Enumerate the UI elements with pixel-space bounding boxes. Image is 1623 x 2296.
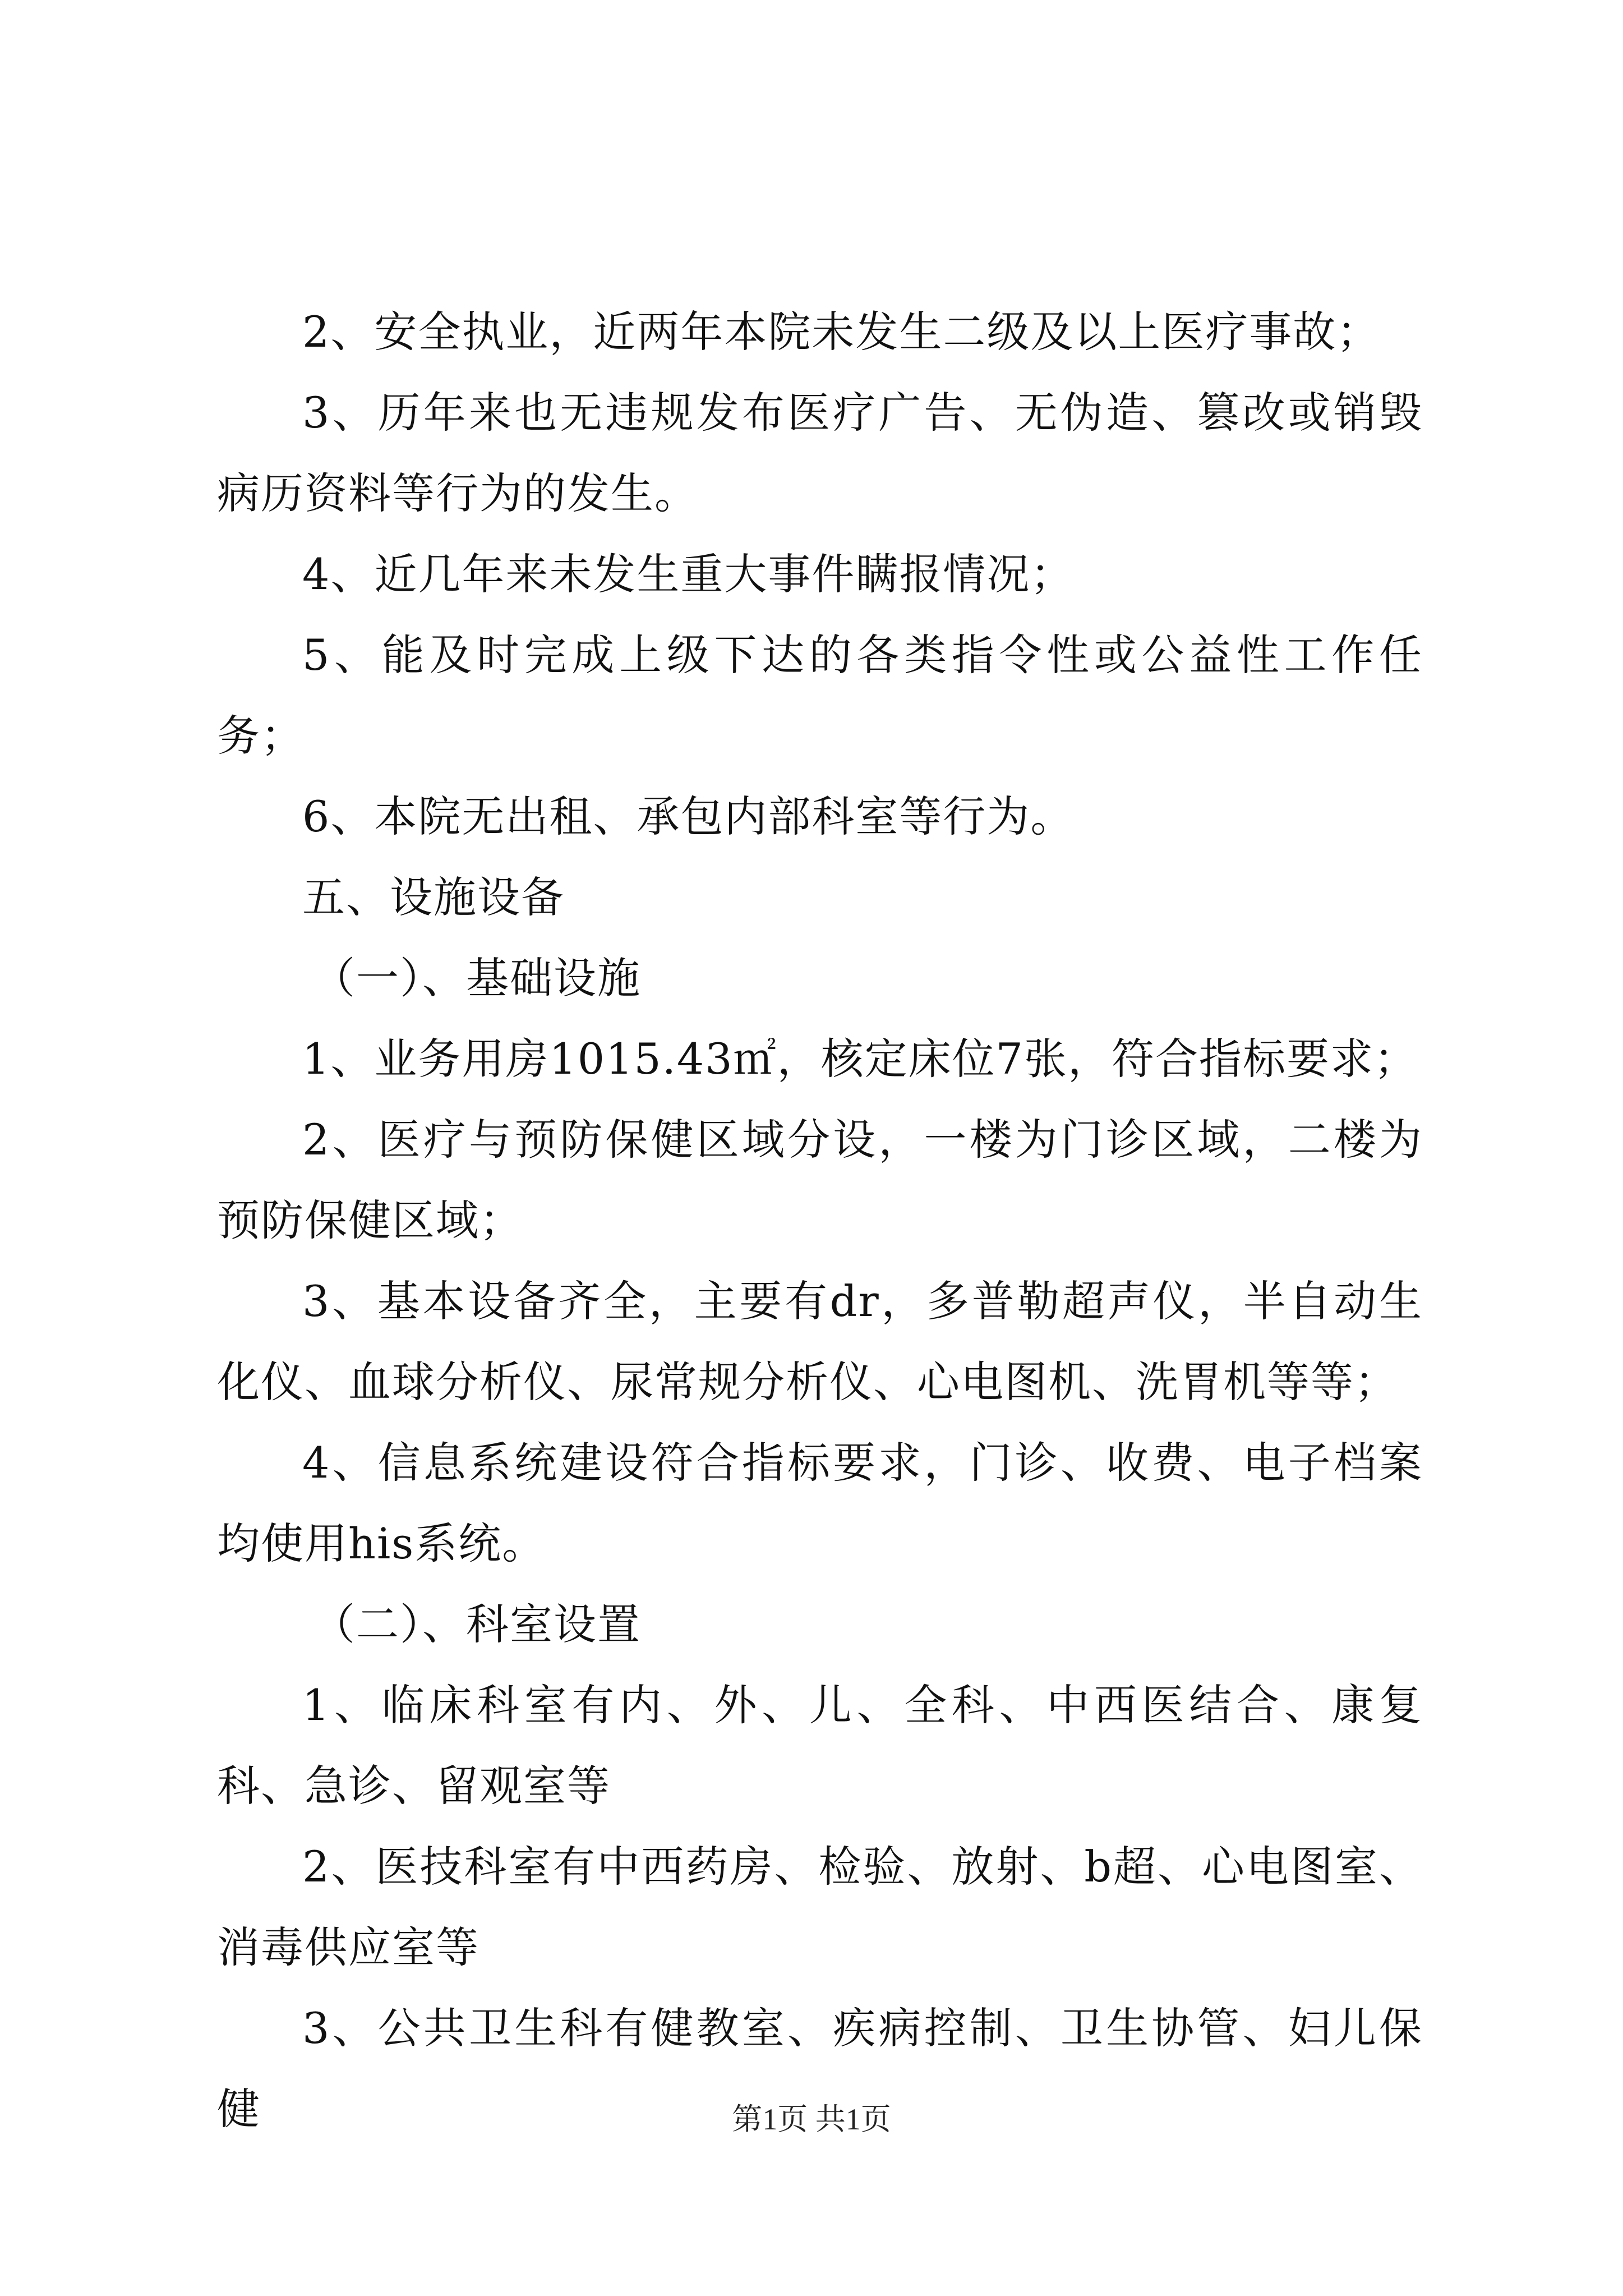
paragraph-area-division: 2、医疗与预防保健区域分设，一楼为门诊区域，二楼为预防保健区域； <box>217 1115 1423 1245</box>
paragraph-no-leasing: 6、本院无出租、承包内部科室等行为。 <box>302 792 1075 841</box>
paragraph-safety-practice: 2、安全执业，近两年本院未发生二级及以上医疗事故； <box>302 307 1381 357</box>
section-heading-facilities: 五、设施设备 <box>302 872 565 922</box>
paragraph-task-completion: 5、能及时完成上级下达的各类指令性或公益性工作任务； <box>217 630 1423 761</box>
document-body <box>217 292 1423 2150</box>
paragraph-equipment: 3、基本设备齐全，主要有dr，多普勒超声仪，半自动生化仪、血球分析仪、尿常规分析仪、心电图机、洗胃机等等； <box>217 1276 1423 1407</box>
paragraph-public-health: 3、公共卫生科有健教室、疾病控制、卫生协管、妇儿保健 <box>217 2003 1423 2134</box>
paragraph-business-space: 1、业务用房1015.43㎡，核定床位7张，符合指标要求； <box>302 1034 1418 1084</box>
paragraph-no-illegal-ads: 3、历年来也无违规发布医疗广告、无伪造、篡改或销毁病历资料等行为的发生。 <box>217 388 1423 518</box>
paragraph-no-concealment: 4、近几年来未发生重大事件瞒报情况； <box>302 549 1075 599</box>
page-number-footer: 第1页 共1页 <box>732 2102 891 2136</box>
paragraph-technical-departments: 2、医技科室有中西药房、检验、放射、b超、心电图室、消毒供应室等 <box>217 1842 1423 1972</box>
subsection-heading-departments: （二）、科室设置 <box>312 1599 641 1649</box>
subsection-heading-infrastructure: （一）、基础设施 <box>312 953 641 1003</box>
paragraph-clinical-departments: 1、临床科室有内、外、儿、全科、中西医结合、康复科、急诊、留观室等 <box>217 1680 1423 1811</box>
paragraph-information-system: 4、信息系统建设符合指标要求，门诊、收费、电子档案均使用his系统。 <box>217 1438 1423 1568</box>
